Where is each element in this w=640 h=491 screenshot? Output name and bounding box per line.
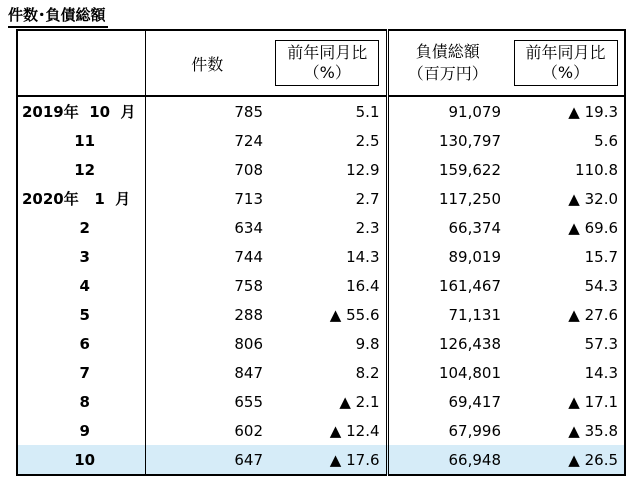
header-debt-yoy — [507, 30, 625, 96]
table-row — [17, 300, 625, 329]
cell-debt-yoy: 54.3 — [507, 271, 625, 300]
cell-count: 713 — [145, 184, 269, 213]
cell-count: 758 — [145, 271, 269, 300]
row-label: 12 — [17, 155, 145, 184]
cell-debt: 161,467 — [387, 271, 507, 300]
cell-count: 708 — [145, 155, 269, 184]
cell-count-yoy: ▲ 55.6 — [329, 305, 380, 324]
cell-debt: 71,131 — [387, 300, 507, 329]
cell-debt-yoy: ▲ 26.5 — [507, 445, 625, 475]
row-label: 9 — [17, 416, 145, 445]
table-row-highlighted — [17, 445, 625, 475]
header-debt-yoy-line2: （%） — [541, 63, 590, 82]
header-row — [17, 30, 625, 96]
table-row — [17, 184, 625, 213]
cell-debt: 126,438 — [387, 329, 507, 358]
row-label: 2 — [17, 213, 145, 242]
cell-count-yoy: 12.9 — [346, 160, 380, 179]
row-label: 4 — [17, 271, 145, 300]
cell-count-yoy: 5.1 — [355, 102, 380, 121]
table-title: 件数･負債総額 — [8, 4, 108, 28]
cell-debt: 130,797 — [387, 126, 507, 155]
cell-count: 847 — [145, 358, 269, 387]
cell-debt-yoy: ▲ 35.8 — [507, 416, 625, 445]
table-row — [17, 329, 625, 358]
cell-debt-yoy: 57.3 — [507, 329, 625, 358]
header-count: 件数 — [145, 30, 269, 96]
row-label: 6 — [17, 329, 145, 358]
table-row — [17, 242, 625, 271]
header-count-yoy — [269, 30, 387, 96]
header-count-yoy-line1: 前年同月比 — [287, 43, 368, 62]
row-label: 3 — [17, 242, 145, 271]
cell-debt: 89,019 — [387, 242, 507, 271]
cell-count: 655 — [145, 387, 269, 416]
cell-debt-yoy: ▲ 32.0 — [507, 184, 625, 213]
table-row — [17, 213, 625, 242]
row-label: 10 — [17, 445, 145, 475]
table-row — [17, 155, 625, 184]
row-label: 11 — [17, 126, 145, 155]
table-row — [17, 387, 625, 416]
table-row — [17, 358, 625, 387]
cell-debt: 66,948 — [387, 445, 507, 475]
cell-debt-yoy: ▲ 69.6 — [507, 213, 625, 242]
table-row — [17, 416, 625, 445]
row-label: 8 — [17, 387, 145, 416]
cell-debt: 117,250 — [387, 184, 507, 213]
cell-debt: 91,079 — [387, 96, 507, 126]
cell-debt: 159,622 — [387, 155, 507, 184]
table-row — [17, 126, 625, 155]
cell-count: 806 — [145, 329, 269, 358]
header-debt-line2: （百万円） — [407, 64, 488, 83]
cell-count: 647 — [145, 445, 269, 475]
cell-count-yoy: 16.4 — [346, 276, 380, 295]
cell-debt-yoy: 15.7 — [507, 242, 625, 271]
cell-count: 744 — [145, 242, 269, 271]
row-label: 2020年 1 月 — [17, 184, 145, 213]
cell-count-yoy: 2.7 — [355, 189, 380, 208]
table-row — [17, 271, 625, 300]
cell-debt-yoy: 110.8 — [507, 155, 625, 184]
cell-count: 634 — [145, 213, 269, 242]
bankruptcy-table — [16, 29, 626, 476]
header-debt-yoy-line1: 前年同月比 — [525, 43, 606, 62]
cell-count-yoy: 14.3 — [346, 247, 380, 266]
cell-count-yoy: 9.8 — [355, 334, 380, 353]
header-debt-line1: 負債総額 — [415, 42, 480, 61]
cell-debt-yoy: ▲ 19.3 — [507, 96, 625, 126]
cell-debt-yoy: 14.3 — [507, 358, 625, 387]
row-label: 7 — [17, 358, 145, 387]
cell-count-yoy: 2.5 — [355, 131, 380, 150]
cell-debt-yoy: ▲ 17.1 — [507, 387, 625, 416]
cell-count-yoy: ▲ 17.6 — [269, 445, 387, 475]
cell-count: 288 — [145, 300, 269, 329]
cell-debt-yoy: 5.6 — [507, 126, 625, 155]
cell-count-yoy: ▲ 12.4 — [329, 421, 380, 440]
cell-count-yoy: 8.2 — [355, 363, 380, 382]
cell-debt-yoy: ▲ 27.6 — [507, 300, 625, 329]
cell-debt: 69,417 — [387, 387, 507, 416]
cell-debt: 104,801 — [387, 358, 507, 387]
cell-count: 724 — [145, 126, 269, 155]
cell-debt: 67,996 — [387, 416, 507, 445]
header-blank — [17, 30, 145, 96]
cell-debt: 66,374 — [387, 213, 507, 242]
cell-count-yoy: ▲ 2.1 — [339, 392, 380, 411]
cell-count: 602 — [145, 416, 269, 445]
header-debt — [387, 30, 507, 96]
row-label: 5 — [17, 300, 145, 329]
cell-count-yoy: 2.3 — [355, 218, 380, 237]
header-count-yoy-line2: （%） — [303, 63, 351, 82]
row-label: 2019年 10 月 — [17, 96, 145, 126]
cell-count: 785 — [145, 96, 269, 126]
table-row — [17, 96, 625, 126]
